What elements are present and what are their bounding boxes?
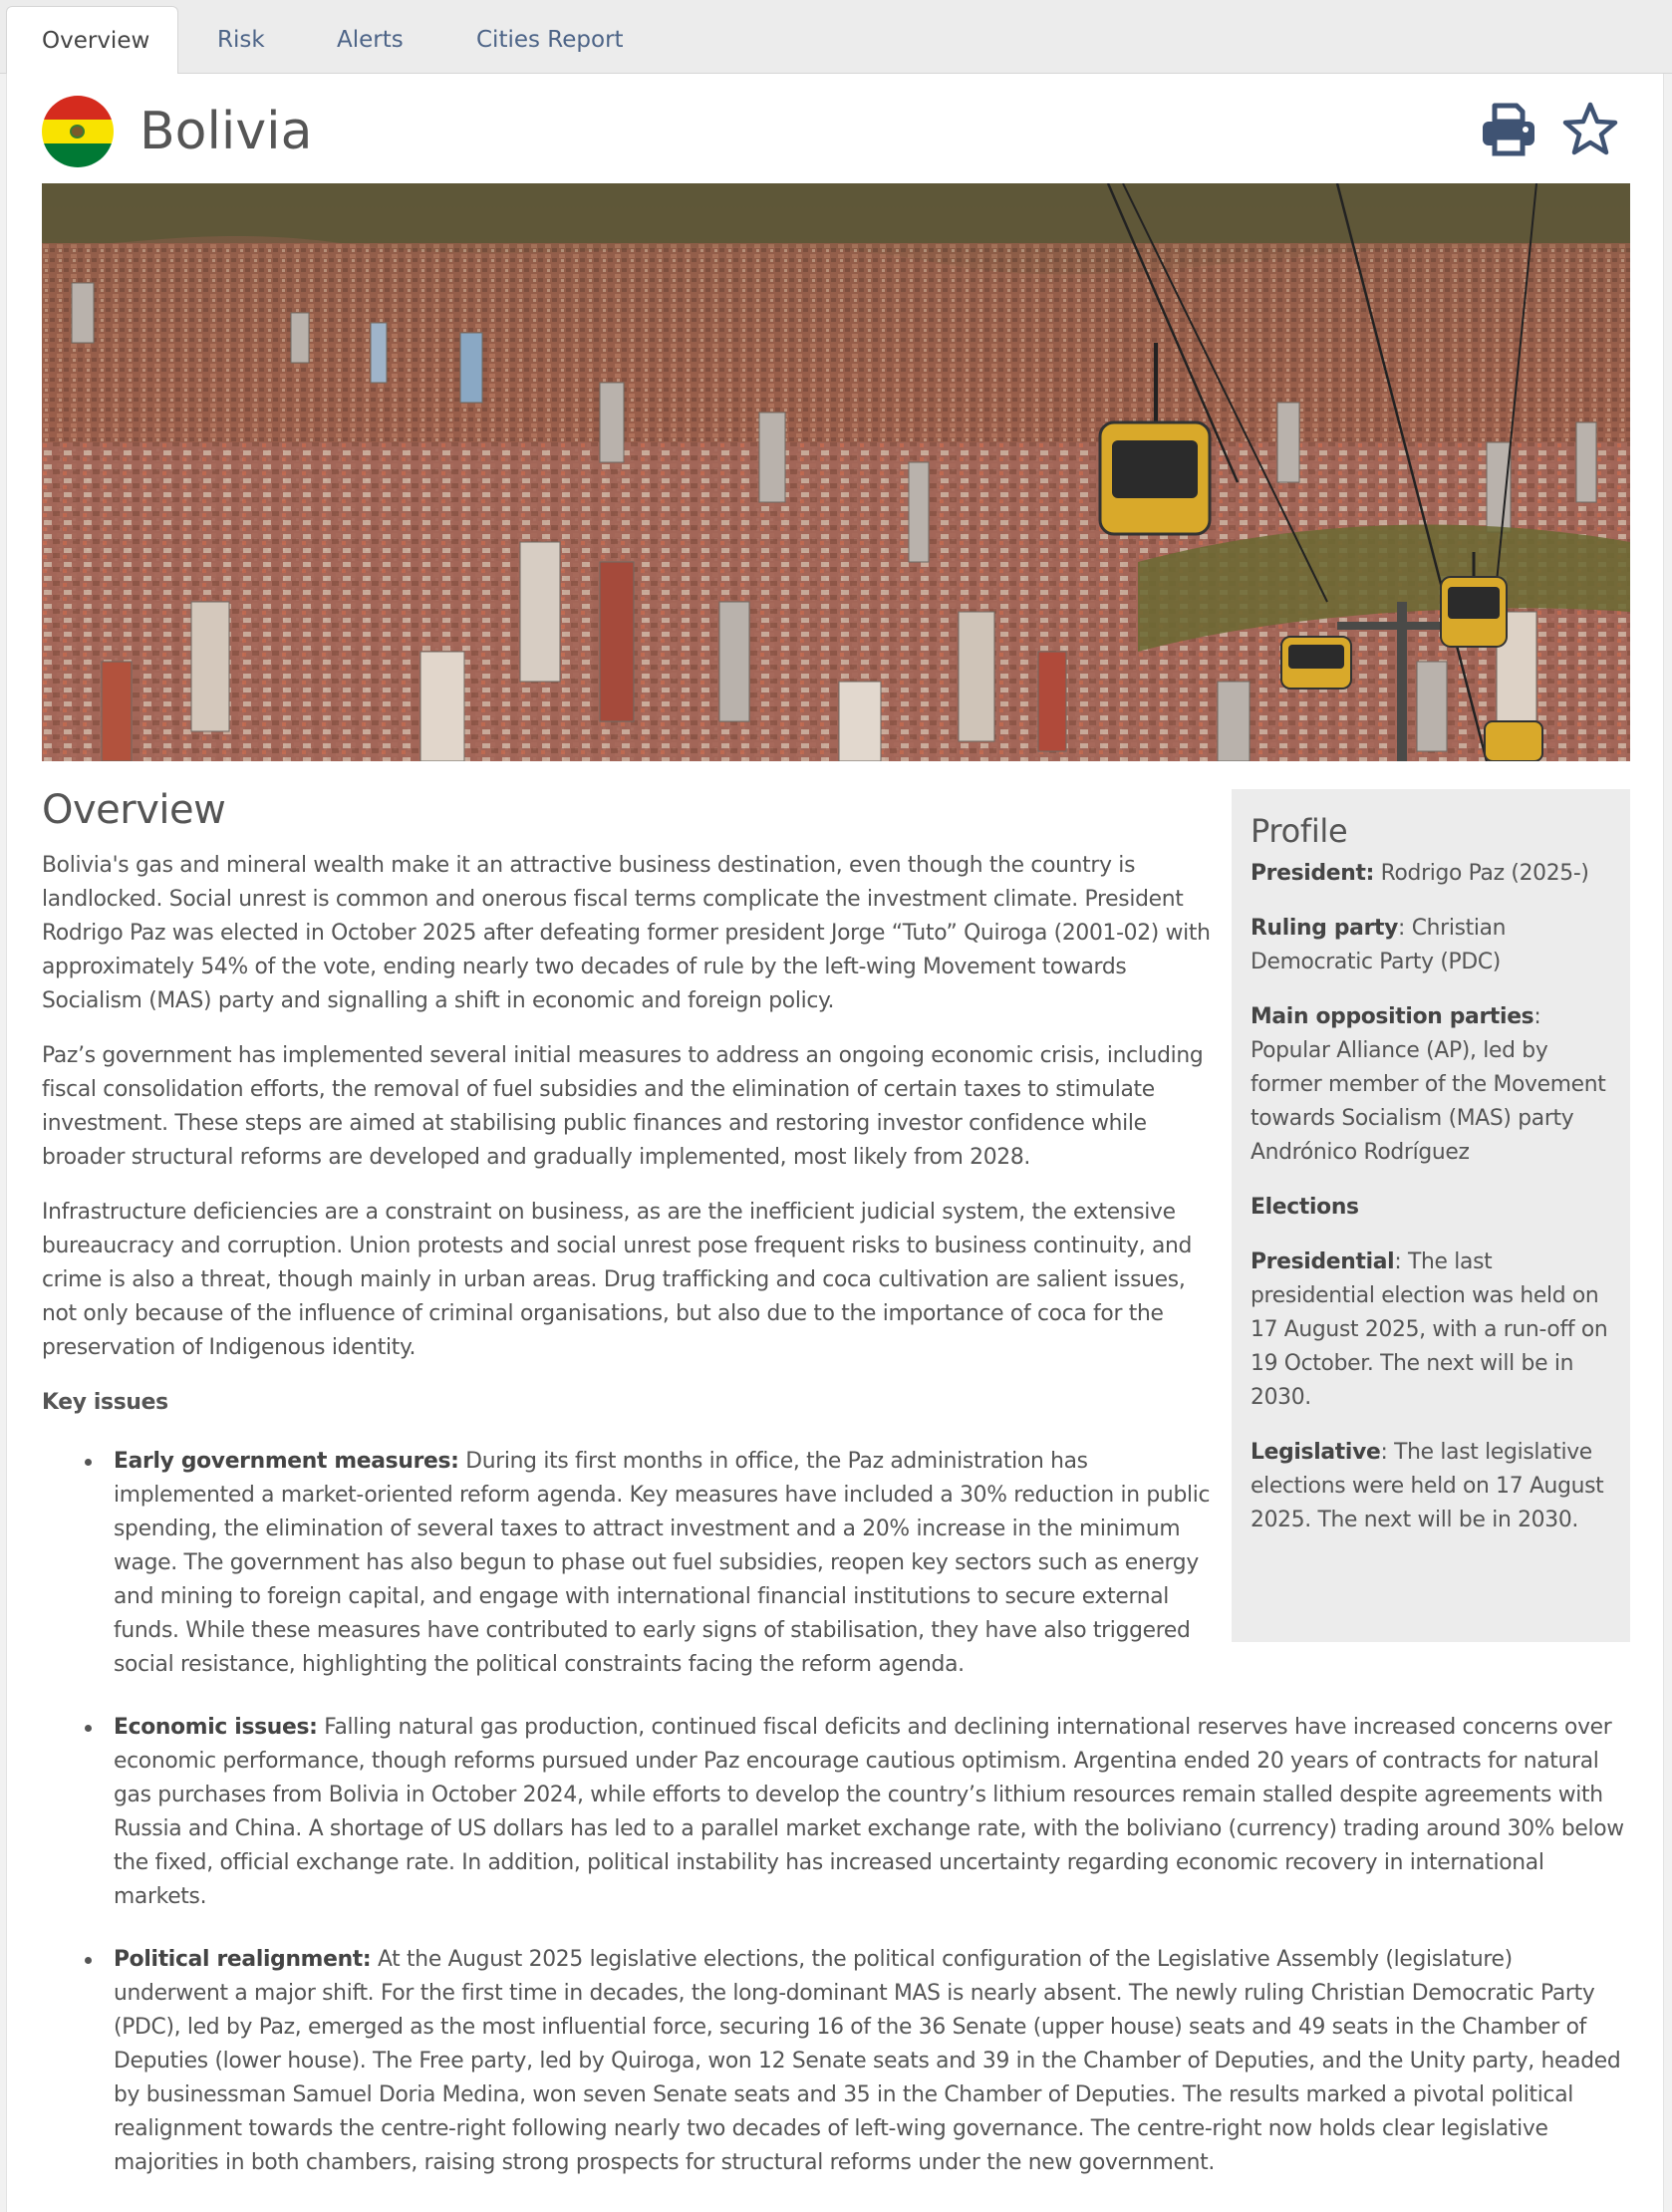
overview-paragraph: Paz’s government has implemented several initial measures to address an ongoing economic crisis, including fiscal consolidation efforts, the removal of fuel subsidies and the elimination of certain taxes to stimulate investment. These steps are aimed at stabilising public finances and restoring investor confidence while broader structural reforms are developed and gradually implemented, most likely from 2028. (42, 1043, 1204, 1170)
list-item (42, 1445, 1218, 1682)
hero-image (42, 183, 1630, 761)
profile-value: : The last presidential election was held on 17 August 2025, with a run-off on 19 October. The next will be in 2030. (1251, 1249, 1608, 1410)
profile-heading: Profile (1251, 812, 1348, 850)
profile-ruling-party (1251, 912, 1612, 979)
bolivia-flag-icon (42, 96, 114, 167)
key-issue-title: Early government measures: (114, 1449, 459, 1474)
profile-value: : Popular Alliance (AP), led by former member of the Movement towards Socialism (MAS) party Andrónico Rodríguez (1251, 1004, 1606, 1165)
key-issue-title: Economic issues: (114, 1715, 318, 1740)
key-issue-text: Falling natural gas production, continued fiscal deficits and declining international reserves have increased concerns over economic performance, though reforms pursued under Paz encourage cautious optimism. Argentina ended 20 years of contracts for natural gas purchases from Bolivia in October 2024, while efforts to develop the country’s lithium resources remain stalled despite agreements with Russia and China. A shortage of US dollars has led to a parallel market exchange rate, with the boliviano (currency) trading around 30% below the fixed, official exchange rate. In addition, political instability has increased uncertainty regarding economic recovery in international markets. (114, 1715, 1624, 1909)
tab-alerts[interactable]: Alerts (337, 27, 404, 53)
profile-label: Presidential (1251, 1249, 1395, 1274)
profile-label: Main opposition parties (1251, 1004, 1534, 1029)
key-issues-heading: Key issues (42, 1390, 168, 1415)
tab-risk[interactable]: Risk (217, 27, 265, 53)
overview-paragraph: Bolivia's gas and mineral wealth make it an attractive business destination, even though the country is landlocked. Social unrest is common and onerous fiscal terms complicate the investment climate. President Rodrigo Paz was elected in October 2025 after defeating former president Jorge “Tuto” Quiroga (2001-02) with approximately 54% of the vote, ending nearly two decades of rule by the left-wing Movement towards Socialism (MAS) party and signalling a shift in economic and foreign policy. (42, 853, 1211, 1013)
profile-opposition (1251, 1000, 1612, 1170)
profile-legislative (1251, 1436, 1612, 1537)
star-outline-icon (1560, 100, 1620, 159)
profile-label: Legislative (1251, 1440, 1381, 1465)
profile-elections (1251, 1191, 1612, 1225)
favorite-button[interactable] (1560, 100, 1620, 159)
profile-label: President: (1251, 861, 1374, 886)
key-issue-text: During its first months in office, the Paz administration has implemented a market-oriented reform agenda. Key measures have included a 30% reduction in public spending, the elimination of several taxes to attract investment and a 20% increase in the minimum wage. The government has also begun to phase out fuel subsidies, reopen key sectors such as energy and mining to foreign capital, and engage with international financial institutions to secure external funds. While these measures have contributed to early signs of stabilisation, they have also triggered social resistance, highlighting the political constraints facing the reform agenda. (114, 1449, 1211, 1677)
profile-presidential (1251, 1245, 1612, 1415)
profile-label: Ruling party (1251, 916, 1399, 941)
profile-value: Rodrigo Paz (2025-) (1374, 861, 1589, 886)
profile-label: Elections (1251, 1195, 1359, 1220)
overview-heading: Overview (42, 787, 226, 833)
overview-paragraph: Infrastructure deficiencies are a constraint on business, as are the inefficient judicial system, the extensive bureaucracy and corruption. Union protests and social unrest pose frequent risks to business continuity, and crime is also a threat, though mainly in urban areas. Drug trafficking and coca cultivation are salient issues, not only because of the influence of criminal organisations, but also due to the importance of coca for the preservation of Indigenous identity. (42, 1200, 1193, 1360)
profile-president (1251, 857, 1612, 891)
overview-text (42, 849, 1218, 1441)
print-button[interactable] (1479, 100, 1538, 159)
tab-overview[interactable]: Overview (6, 6, 178, 75)
key-issue-title: Political realignment: (114, 1947, 372, 1972)
tab-bar (0, 0, 1672, 74)
tab-cities-report[interactable]: Cities Report (476, 27, 624, 53)
printer-icon (1479, 100, 1538, 159)
profile-value: : Christian Democratic Party (PDC) (1251, 916, 1507, 974)
page-title: Bolivia (139, 102, 313, 161)
key-issue-text: At the August 2025 legislative elections, the political configuration of the Legislative Assembly (legislature) underwent a major shift. For the first time in decades, the long-dominant MAS is nearly absent. The newly ruling Christian Democratic Party (PDC), led by Paz, emerged as the most influential force, securing 16 of the 36 Senate (upper house) seats and 49 seats in the Chamber of Deputies (lower house). The Free party, led by Quiroga, won 12 Senate seats and 39 in the Chamber of Deputies, and the Unity party, headed by businessman Samuel Doria Medina, won seven Senate seats and 35 in the Chamber of Deputies. The results marked a pivotal political realignment towards the centre-right following nearly two decades of left-wing governance. The centre-right now holds clear legislative majorities in both chambers, raising strong prospects for structural reforms under the new government. (114, 1947, 1621, 2175)
profile-value: : The last legislative elections were held on 17 August 2025. The next will be in 2030. (1251, 1440, 1604, 1532)
list-item (42, 1711, 1630, 1914)
list-item (42, 1943, 1630, 2180)
profile-box (1232, 789, 1630, 1642)
